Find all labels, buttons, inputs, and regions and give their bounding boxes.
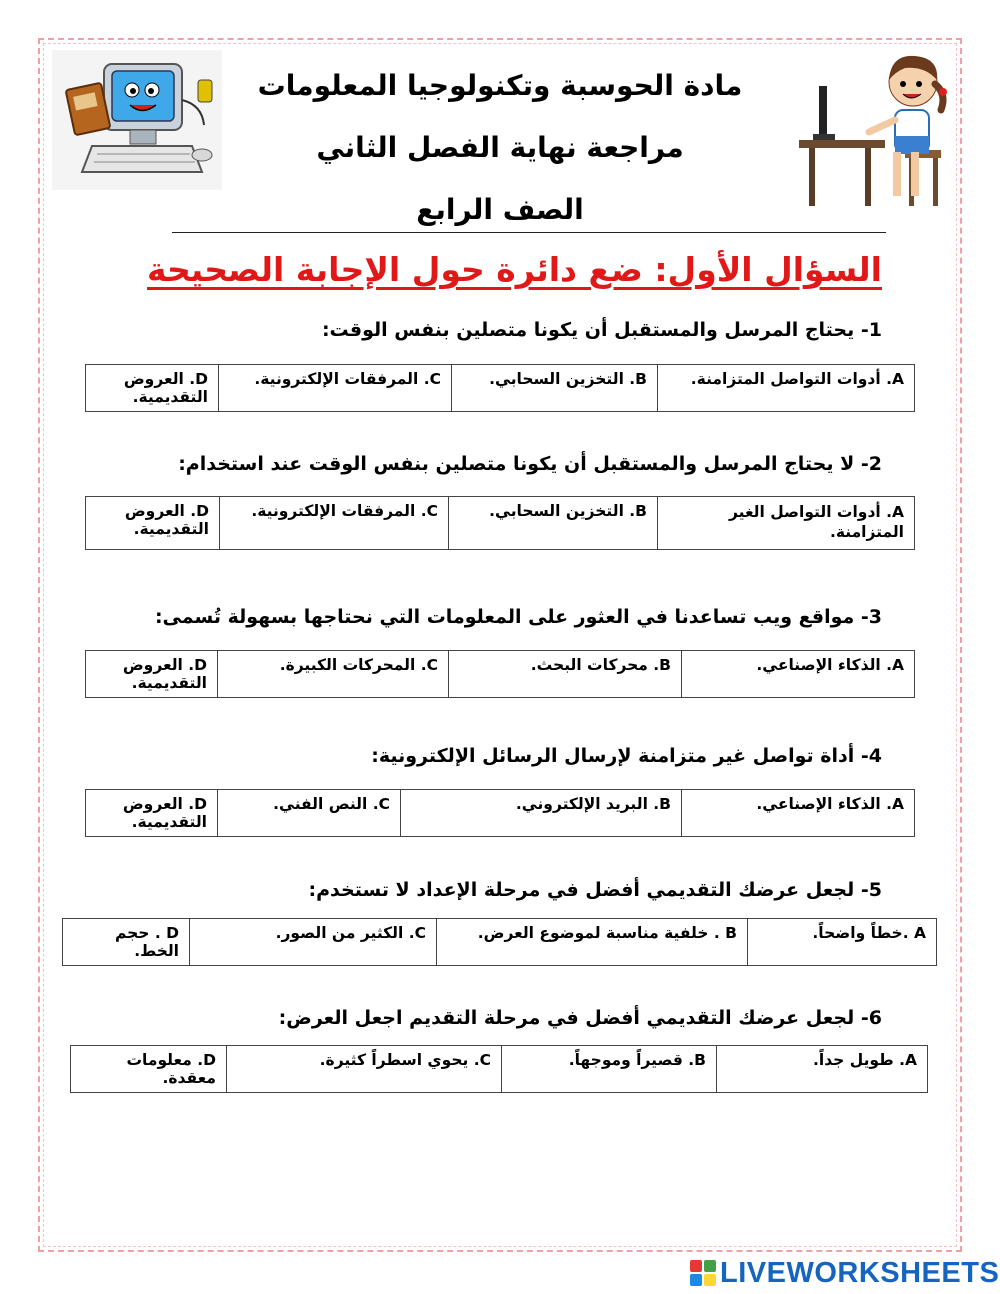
question-2: 2- لا يحتاج المرسل والمستقبل أن يكونا متصلين بنفس الوقت عند استخدام: [178, 453, 882, 475]
option-b[interactable]: B. قصيراً وموجهاً. [502, 1046, 717, 1093]
option-d[interactable]: D. العروض التقديمية. [86, 497, 220, 550]
option-a[interactable]: A. أدوات التواصل الغير المتزامنة. [658, 497, 915, 550]
option-a[interactable]: A. الذكاء الإصناعي. [682, 651, 915, 698]
option-b[interactable]: B. محركات البحث. [449, 651, 682, 698]
option-d[interactable]: D. العروض التقديمية. [86, 365, 219, 412]
girl-at-computer-icon [795, 50, 955, 210]
section-title: السؤال الأول: ضع دائرة حول الإجابة الصحيحة [147, 250, 882, 289]
options-table-3 [85, 650, 915, 698]
option-c[interactable]: C. يحوي اسطراً كثيرة. [227, 1046, 502, 1093]
option-c[interactable]: C. المرفقات الإلكترونية. [220, 497, 449, 550]
option-c[interactable]: C. المحركات الكبيرة. [218, 651, 449, 698]
worksheet-header [230, 55, 770, 241]
question-5: 5- لجعل عرضك التقديمي أفضل في مرحلة الإعداد لا تستخدم: [308, 879, 882, 901]
question-3: 3- مواقع ويب تساعدنا في العثور على المعلومات التي نحتاجها بسهولة تُسمى: [154, 606, 882, 628]
options-table-5 [62, 918, 937, 966]
computer-with-book-icon [52, 50, 222, 190]
options-table-4 [85, 789, 915, 837]
liveworksheets-logo-icon [690, 1260, 716, 1286]
option-c[interactable]: C. المرفقات الإلكترونية. [219, 365, 452, 412]
option-c[interactable]: C. النص الفني. [218, 790, 401, 837]
option-d[interactable]: D. العروض التقديمية. [86, 790, 218, 837]
liveworksheets-brand-text: LIVEWORKSHEETS [720, 1256, 1000, 1289]
option-b[interactable]: B. البريد الإلكتروني. [401, 790, 682, 837]
option-a[interactable]: A. الذكاء الإصناعي. [682, 790, 915, 837]
option-a[interactable]: A. أدوات التواصل المتزامنة. [658, 365, 915, 412]
options-table-1 [85, 364, 915, 412]
option-b[interactable]: B . خلفية مناسبة لموضوع العرض. [437, 919, 748, 966]
option-a[interactable]: A. طويل جداً. [717, 1046, 928, 1093]
option-d[interactable]: D. العروض التقديمية. [86, 651, 218, 698]
subject-title: مادة الحوسبة وتكنولوجيا المعلومات [257, 69, 743, 102]
grade-title: الصف الرابع [416, 193, 584, 226]
review-title: مراجعة نهاية الفصل الثاني [316, 131, 684, 164]
option-b[interactable]: B. التخزين السحابي. [452, 365, 658, 412]
option-d[interactable]: D. معلومات معقدة. [71, 1046, 227, 1093]
header-divider [172, 232, 886, 233]
option-c[interactable]: C. الكثير من الصور. [190, 919, 437, 966]
option-b[interactable]: B. التخزين السحابي. [449, 497, 658, 550]
question-4: 4- أداة تواصل غير متزامنة لإرسال الرسائل الإلكترونية: [371, 745, 882, 767]
question-1: 1- يحتاج المرسل والمستقبل أن يكونا متصلين بنفس الوقت: [321, 319, 882, 341]
liveworksheets-logo[interactable] [690, 1257, 999, 1289]
question-6: 6- لجعل عرضك التقديمي أفضل في مرحلة التقديم اجعل العرض: [278, 1007, 882, 1029]
option-a[interactable]: A .خطاً واضحاً. [748, 919, 937, 966]
options-table-2 [85, 496, 915, 550]
option-d[interactable]: D . حجم الخط. [63, 919, 190, 966]
options-table-6 [70, 1045, 928, 1093]
